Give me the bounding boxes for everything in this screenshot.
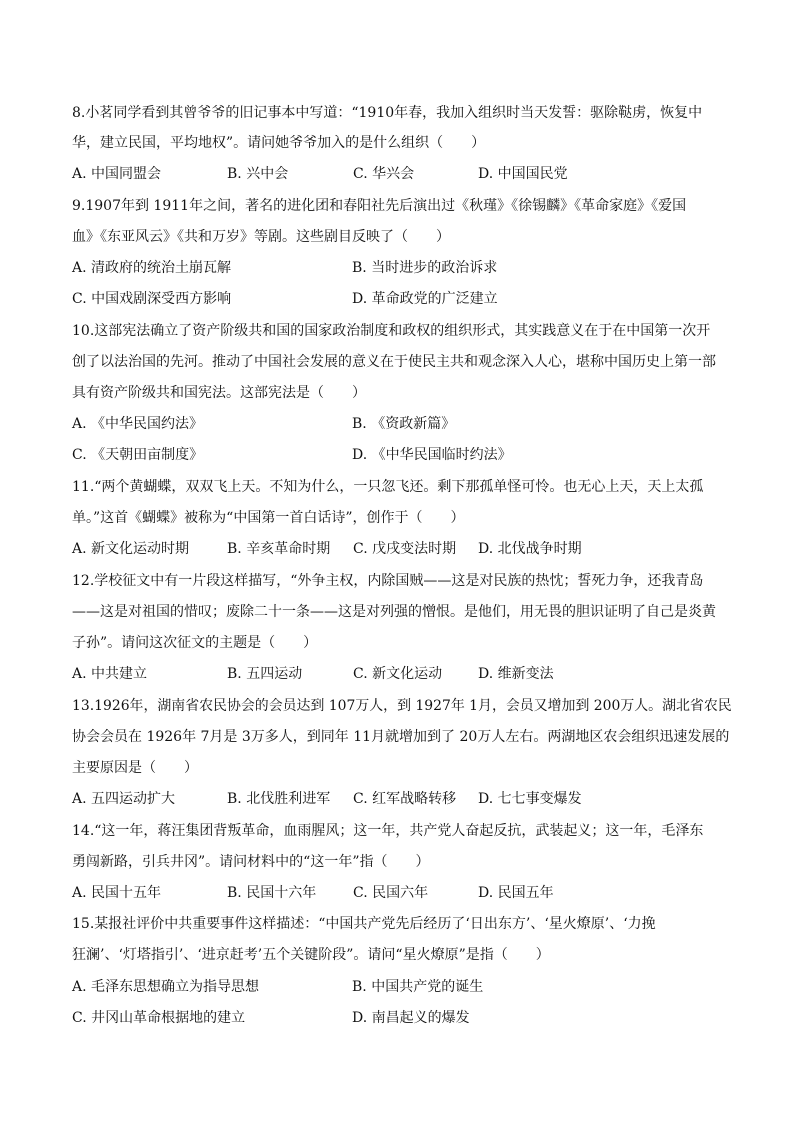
question-9-option-c: C. 中国戏剧深受西方影响 [72, 291, 232, 307]
question-11-option-d: D. 北伐战争时期 [478, 541, 582, 557]
question-10-option-d: D. 《中华民国临时约法》 [352, 447, 512, 463]
question-11-line-2: 单。”这首《蝴蝶》被称为“中国第一首白话诗”，创作于（ ） [72, 510, 465, 526]
question-10-option-a: A. 《中华民国约法》 [72, 416, 204, 432]
question-12-option-c: C. 新文化运动 [353, 666, 443, 682]
question-15-option-d: D. 南昌起义的爆发 [352, 1010, 470, 1026]
question-9-line-1: 9.1907年到 1911年之间，著名的进化团和春阳社先后演出过《秋瑾》《徐锡麟》《革命家庭》《爱国 [72, 198, 687, 214]
question-12-line-2: ——这是对祖国的惜叹；废除二十一条——这是对列强的憎恨。是他们，用无畏的胆识证明了自己是炎黄 [72, 604, 716, 620]
question-12-option-d: D. 维新变法 [478, 666, 554, 682]
question-9-option-a: A. 清政府的统治土崩瓦解 [72, 260, 232, 276]
question-15-line-2: 狂澜’、‘灯塔指引’、‘进京赶考’五个关键阶段”。请问“星火燎原”是指（ ） [72, 947, 550, 963]
question-12-option-b: B. 五四运动 [227, 666, 303, 682]
question-8-option-d: D. 中国国民党 [478, 166, 568, 182]
question-11-option-a: A. 新文化运动时期 [72, 541, 190, 557]
question-12-line-1: 12.学校征文中有一片段这样描写，“外争主权，内除国贼——这是对民族的热忱；誓死力争，还我青岛 [72, 573, 704, 589]
question-11-option-b: B. 辛亥革命时期 [227, 541, 331, 557]
question-13-option-b: B. 北伐胜利进军 [227, 791, 331, 807]
question-15-option-c: C. 井冈山革命根据地的建立 [72, 1010, 246, 1026]
question-10-option-b: B. 《资政新篇》 [352, 416, 456, 432]
question-14-option-c: C. 民国六年 [353, 885, 429, 901]
question-13-option-d: D. 七七事变爆发 [478, 791, 582, 807]
question-8-option-a: A. 中国同盟会 [72, 166, 162, 182]
question-8-line-2: 华，建立民国，平均地权”。请问她爷爷加入的是什么组织（ ） [72, 135, 486, 151]
question-11-option-c: C. 戊戌变法时期 [353, 541, 457, 557]
question-15-option-a: A. 毛泽东思想确立为指导思想 [72, 979, 260, 995]
question-13-line-2: 协会会员在 1926年 7月是 3万多人，到同年 11月就增加到了 20万人左右。两湖地区农会组织迅速发展的 [72, 729, 730, 745]
question-8-option-b: B. 兴中会 [227, 166, 289, 182]
question-10-line-2: 创了以法治国的先河。推动了中国社会发展的意义在于使民主共和观念深入人心，堪称中国历史上第一部 [72, 354, 716, 370]
question-14-option-b: B. 民国十六年 [227, 885, 317, 901]
question-10-option-c: C. 《天朝田亩制度》 [72, 447, 204, 463]
question-14-option-a: A. 民国十五年 [72, 885, 162, 901]
question-14-line-2: 勇闯新路，引兵井冈”。请问材料中的“这一年”指（ ） [72, 854, 430, 870]
question-14-option-d: D. 民国五年 [478, 885, 554, 901]
question-11-line-1: 11.“两个黄蝴蝶，双双飞上天。不知为什么，一只忽飞还。剩下那孤单怪可怜。也无心上天，天上太孤 [72, 479, 704, 495]
question-10-line-1: 10.这部宪法确立了资产阶级共和国的国家政治制度和政权的组织形式，其实践意义在于在中国第一次开 [72, 323, 711, 339]
question-14-line-1: 14.“这一年，蒋汪集团背叛革命，血雨腥风；这一年，共产党人奋起反抗，武装起义；这一年，毛泽东 [72, 823, 704, 839]
question-9-option-b: B. 当时进步的政治诉求 [352, 260, 498, 276]
question-15-line-1: 15.某报社评价中共重要事件这样描述：“中国共产党先后经历了‘日出东方’、‘星火燎原’、‘力挽 [72, 916, 656, 932]
question-15-option-b: B. 中国共产党的诞生 [352, 979, 484, 995]
question-9-option-d: D. 革命政党的广泛建立 [352, 291, 498, 307]
question-8-option-c: C. 华兴会 [353, 166, 415, 182]
question-9-line-2: 血》《东亚风云》《共和万岁》等剧。这些剧目反映了（ ） [72, 229, 450, 245]
question-13-line-3: 主要原因是（ ） [72, 760, 198, 776]
question-13-option-c: C. 红军战略转移 [353, 791, 457, 807]
question-12-line-3: 子孙”。请问这次征文的主题是（ ） [72, 635, 318, 651]
question-13-option-a: A. 五四运动扩大 [72, 791, 176, 807]
question-13-line-1: 13.1926年，湖南省农民协会的会员达到 107万人，到 1927年 1月，会员又增加到 200万人。湖北省农民 [72, 698, 732, 714]
question-12-option-a: A. 中共建立 [72, 666, 148, 682]
question-8-line-1: 8.小茗同学看到其曾爷爷的旧记事本中写道：“1910年春，我加入组织时当天发誓：驱除鞑虏，恢复中 [72, 105, 703, 121]
question-10-line-3: 具有资产阶级共和国宪法。这部宪法是（ ） [72, 385, 366, 401]
